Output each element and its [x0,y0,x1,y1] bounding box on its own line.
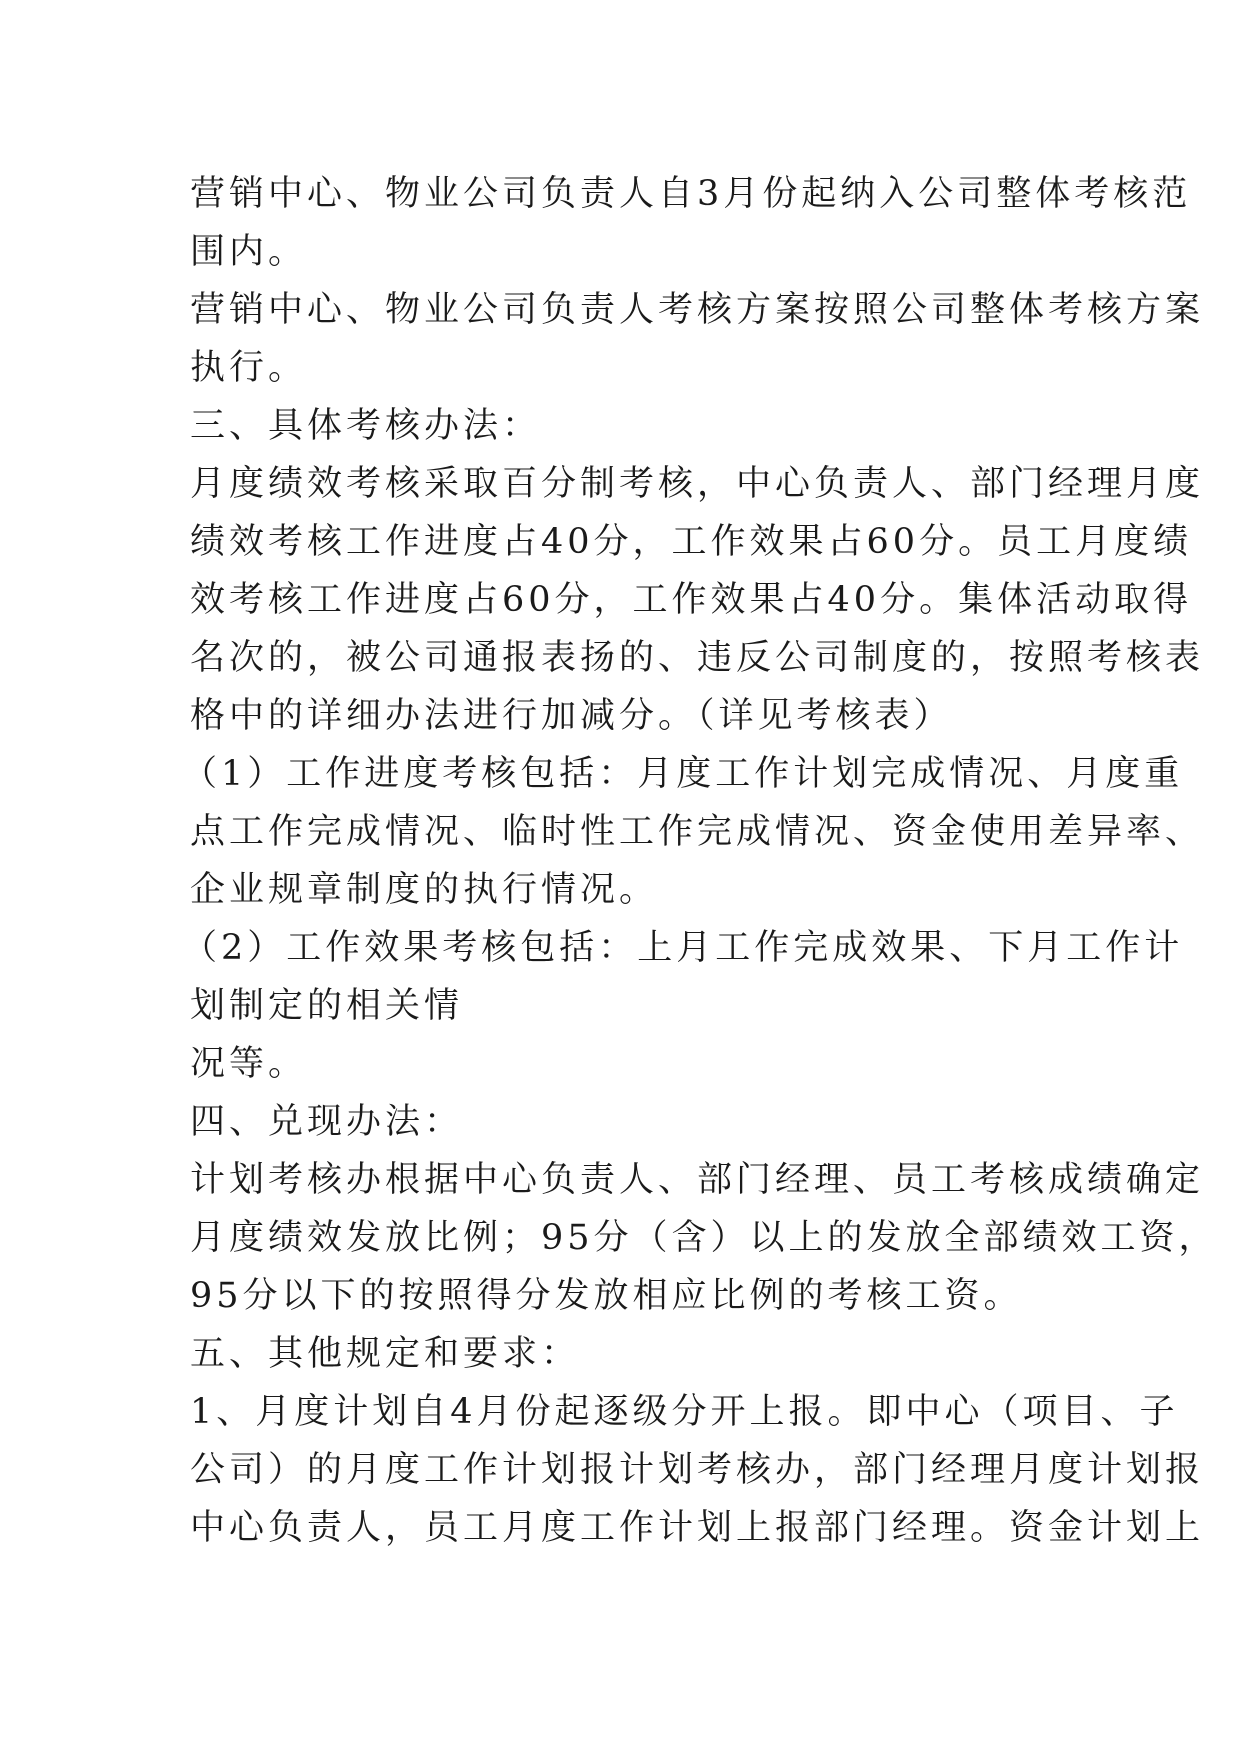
text-line: 月度绩效考核采取百分制考核，中心负责人、部门经理月度 [190,464,1205,504]
text-line: 企业规章制度的执行情况。 [190,870,659,910]
text-line: 划制定的相关情 [190,986,464,1026]
text-line: 95分以下的按照得分发放相应比例的考核工资。 [190,1276,1023,1316]
text-line: 绩效考核工作进度占40分，工作效果占60分。员工月度绩 [190,522,1193,562]
text-line: 点工作完成情况、临时性工作完成情况、资金使用差异率、 [190,812,1205,852]
section-heading: 四、兑现办法： [190,1102,464,1142]
text-line: 月度绩效发放比例；95分（含）以上的发放全部绩效工资， [190,1218,1218,1258]
list-item: （1）工作进度考核包括：月度工作计划完成情况、月度重 [182,754,1184,794]
text-line: 中心负责人，员工月度工作计划上报部门经理。资金计划上 [190,1508,1205,1548]
text-line: 营销中心、物业公司负责人考核方案按照公司整体考核方案 [190,290,1205,330]
text-line: 公司）的月度工作计划报计划考核办，部门经理月度计划报 [190,1450,1205,1490]
text-line: 况等。 [190,1044,308,1084]
list-item: （2）工作效果考核包括：上月工作完成效果、下月工作计 [182,928,1184,968]
section-heading: 五、其他规定和要求： [190,1334,581,1374]
list-item: 1、月度计划自4月份起逐级分开上报。即中心（项目、子 [190,1392,1179,1432]
section-heading: 三、具体考核办法： [190,406,542,446]
text-line: 营销中心、物业公司负责人自3月份起纳入公司整体考核范 [190,174,1192,214]
text-line: 围内。 [190,232,308,272]
text-line: 名次的，被公司通报表扬的、违反公司制度的，按照考核表 [190,638,1205,678]
text-line: 效考核工作进度占60分，工作效果占40分。集体活动取得 [190,580,1193,620]
text-line: 执行。 [190,348,308,388]
text-line: 计划考核办根据中心负责人、部门经理、员工考核成绩确定 [190,1160,1205,1200]
text-line: 格中的详细办法进行加减分。（详见考核表） [190,696,953,736]
document-body [182,165,1218,1557]
